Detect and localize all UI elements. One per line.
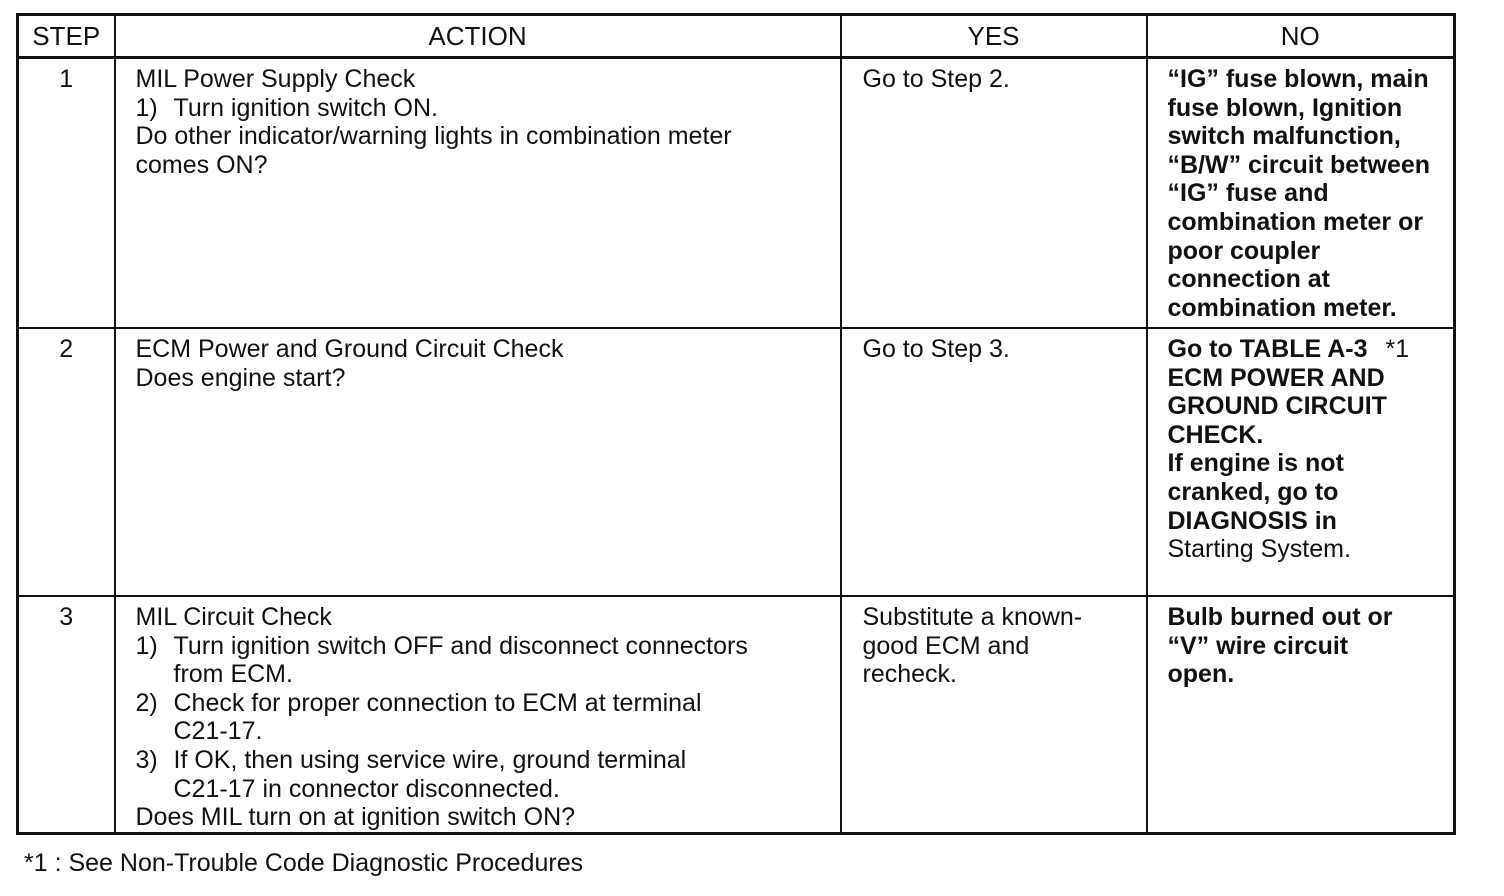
table-row: [18, 328, 1455, 596]
no-line: If engine is not: [1167, 449, 1344, 478]
yes-line: Go to Step 2.: [862, 65, 1010, 93]
substep-text: C21-17.: [173, 717, 263, 746]
substep-number: 3): [135, 745, 158, 774]
no-line: open.: [1167, 660, 1235, 689]
no-line: CHECK.: [1167, 420, 1264, 449]
action-substep: [136, 94, 834, 123]
action-cell: [115, 328, 841, 596]
table-header-row: [18, 15, 1455, 58]
diagnostic-table: [16, 13, 1456, 835]
yes-line: good ECM and: [862, 631, 1030, 660]
no-cell: [1147, 328, 1455, 596]
no-line: “V” wire circuit: [1167, 631, 1349, 660]
no-line: “IG” fuse and: [1167, 179, 1329, 208]
action-cell: [115, 596, 841, 833]
header-step: STEP: [18, 15, 115, 58]
yes-line: Go to Step 3.: [862, 335, 1010, 363]
no-line: “B/W” circuit between: [1167, 150, 1431, 179]
table-row: [18, 58, 1455, 329]
action-title: MIL Circuit Check: [135, 603, 332, 631]
no-ref: Go to TABLE A-3: [1167, 335, 1368, 363]
action-substep: [136, 632, 834, 689]
no-line: switch malfunction,: [1167, 122, 1401, 151]
table-row: [18, 596, 1455, 833]
action-question-line: Does engine start?: [135, 363, 346, 392]
no-cell: [1147, 58, 1455, 329]
substep-text: Turn ignition switch OFF and disconnect connectors: [173, 631, 748, 660]
no-line: GROUND CIRCUIT: [1167, 392, 1387, 421]
footnote: *1 : See Non-Trouble Code Diagnostic Procedures: [24, 849, 584, 877]
substep-text: from ECM.: [173, 660, 293, 689]
footnote-marker: *1: [1385, 335, 1410, 363]
action-substep: [136, 746, 834, 803]
substep-number: 1): [135, 631, 158, 660]
no-line: fuse blown, Ignition: [1167, 93, 1403, 122]
header-no: NO: [1147, 15, 1455, 58]
no-line: connection at: [1167, 265, 1331, 294]
substep-text: Turn ignition switch ON.: [173, 93, 438, 122]
action-question-line: Does MIL turn on at ignition switch ON?: [135, 803, 576, 832]
action-substep: [136, 689, 834, 746]
no-line: poor coupler: [1167, 236, 1321, 265]
substep-text: If OK, then using service wire, ground terminal: [173, 745, 687, 774]
yes-line: recheck.: [862, 660, 957, 689]
yes-cell: [841, 596, 1147, 833]
no-ref-line: [1168, 335, 1450, 364]
substep-text: C21-17 in connector disconnected.: [173, 774, 560, 803]
substep-number: 1): [135, 93, 158, 122]
no-line: “IG” fuse blown, main: [1167, 65, 1429, 93]
step-number: 1: [18, 58, 115, 329]
substep-text: Check for proper connection to ECM at terminal: [173, 688, 702, 717]
action-question-line: Do other indicator/warning lights in combination meter: [135, 122, 732, 151]
no-line: cranked, go to: [1167, 477, 1339, 506]
yes-line: Substitute a known-: [862, 603, 1083, 631]
header-action: ACTION: [115, 15, 841, 58]
action-title: MIL Power Supply Check: [135, 65, 416, 93]
no-line: combination meter.: [1167, 293, 1397, 322]
no-cell: [1147, 596, 1455, 833]
yes-cell: [841, 328, 1147, 596]
no-line: combination meter or: [1167, 207, 1424, 236]
no-line: Starting System.: [1167, 535, 1351, 564]
substep-number: 2): [135, 688, 158, 717]
header-yes: YES: [841, 15, 1147, 58]
no-line: DIAGNOSIS in: [1167, 506, 1337, 535]
action-question-line: comes ON?: [135, 150, 268, 179]
no-line: Bulb burned out or: [1167, 603, 1393, 631]
no-line: ECM POWER AND: [1167, 363, 1385, 392]
action-title: ECM Power and Ground Circuit Check: [135, 335, 564, 363]
action-cell: [115, 58, 841, 329]
yes-cell: [841, 58, 1147, 329]
step-number: 3: [18, 596, 115, 833]
step-number: 2: [18, 328, 115, 596]
